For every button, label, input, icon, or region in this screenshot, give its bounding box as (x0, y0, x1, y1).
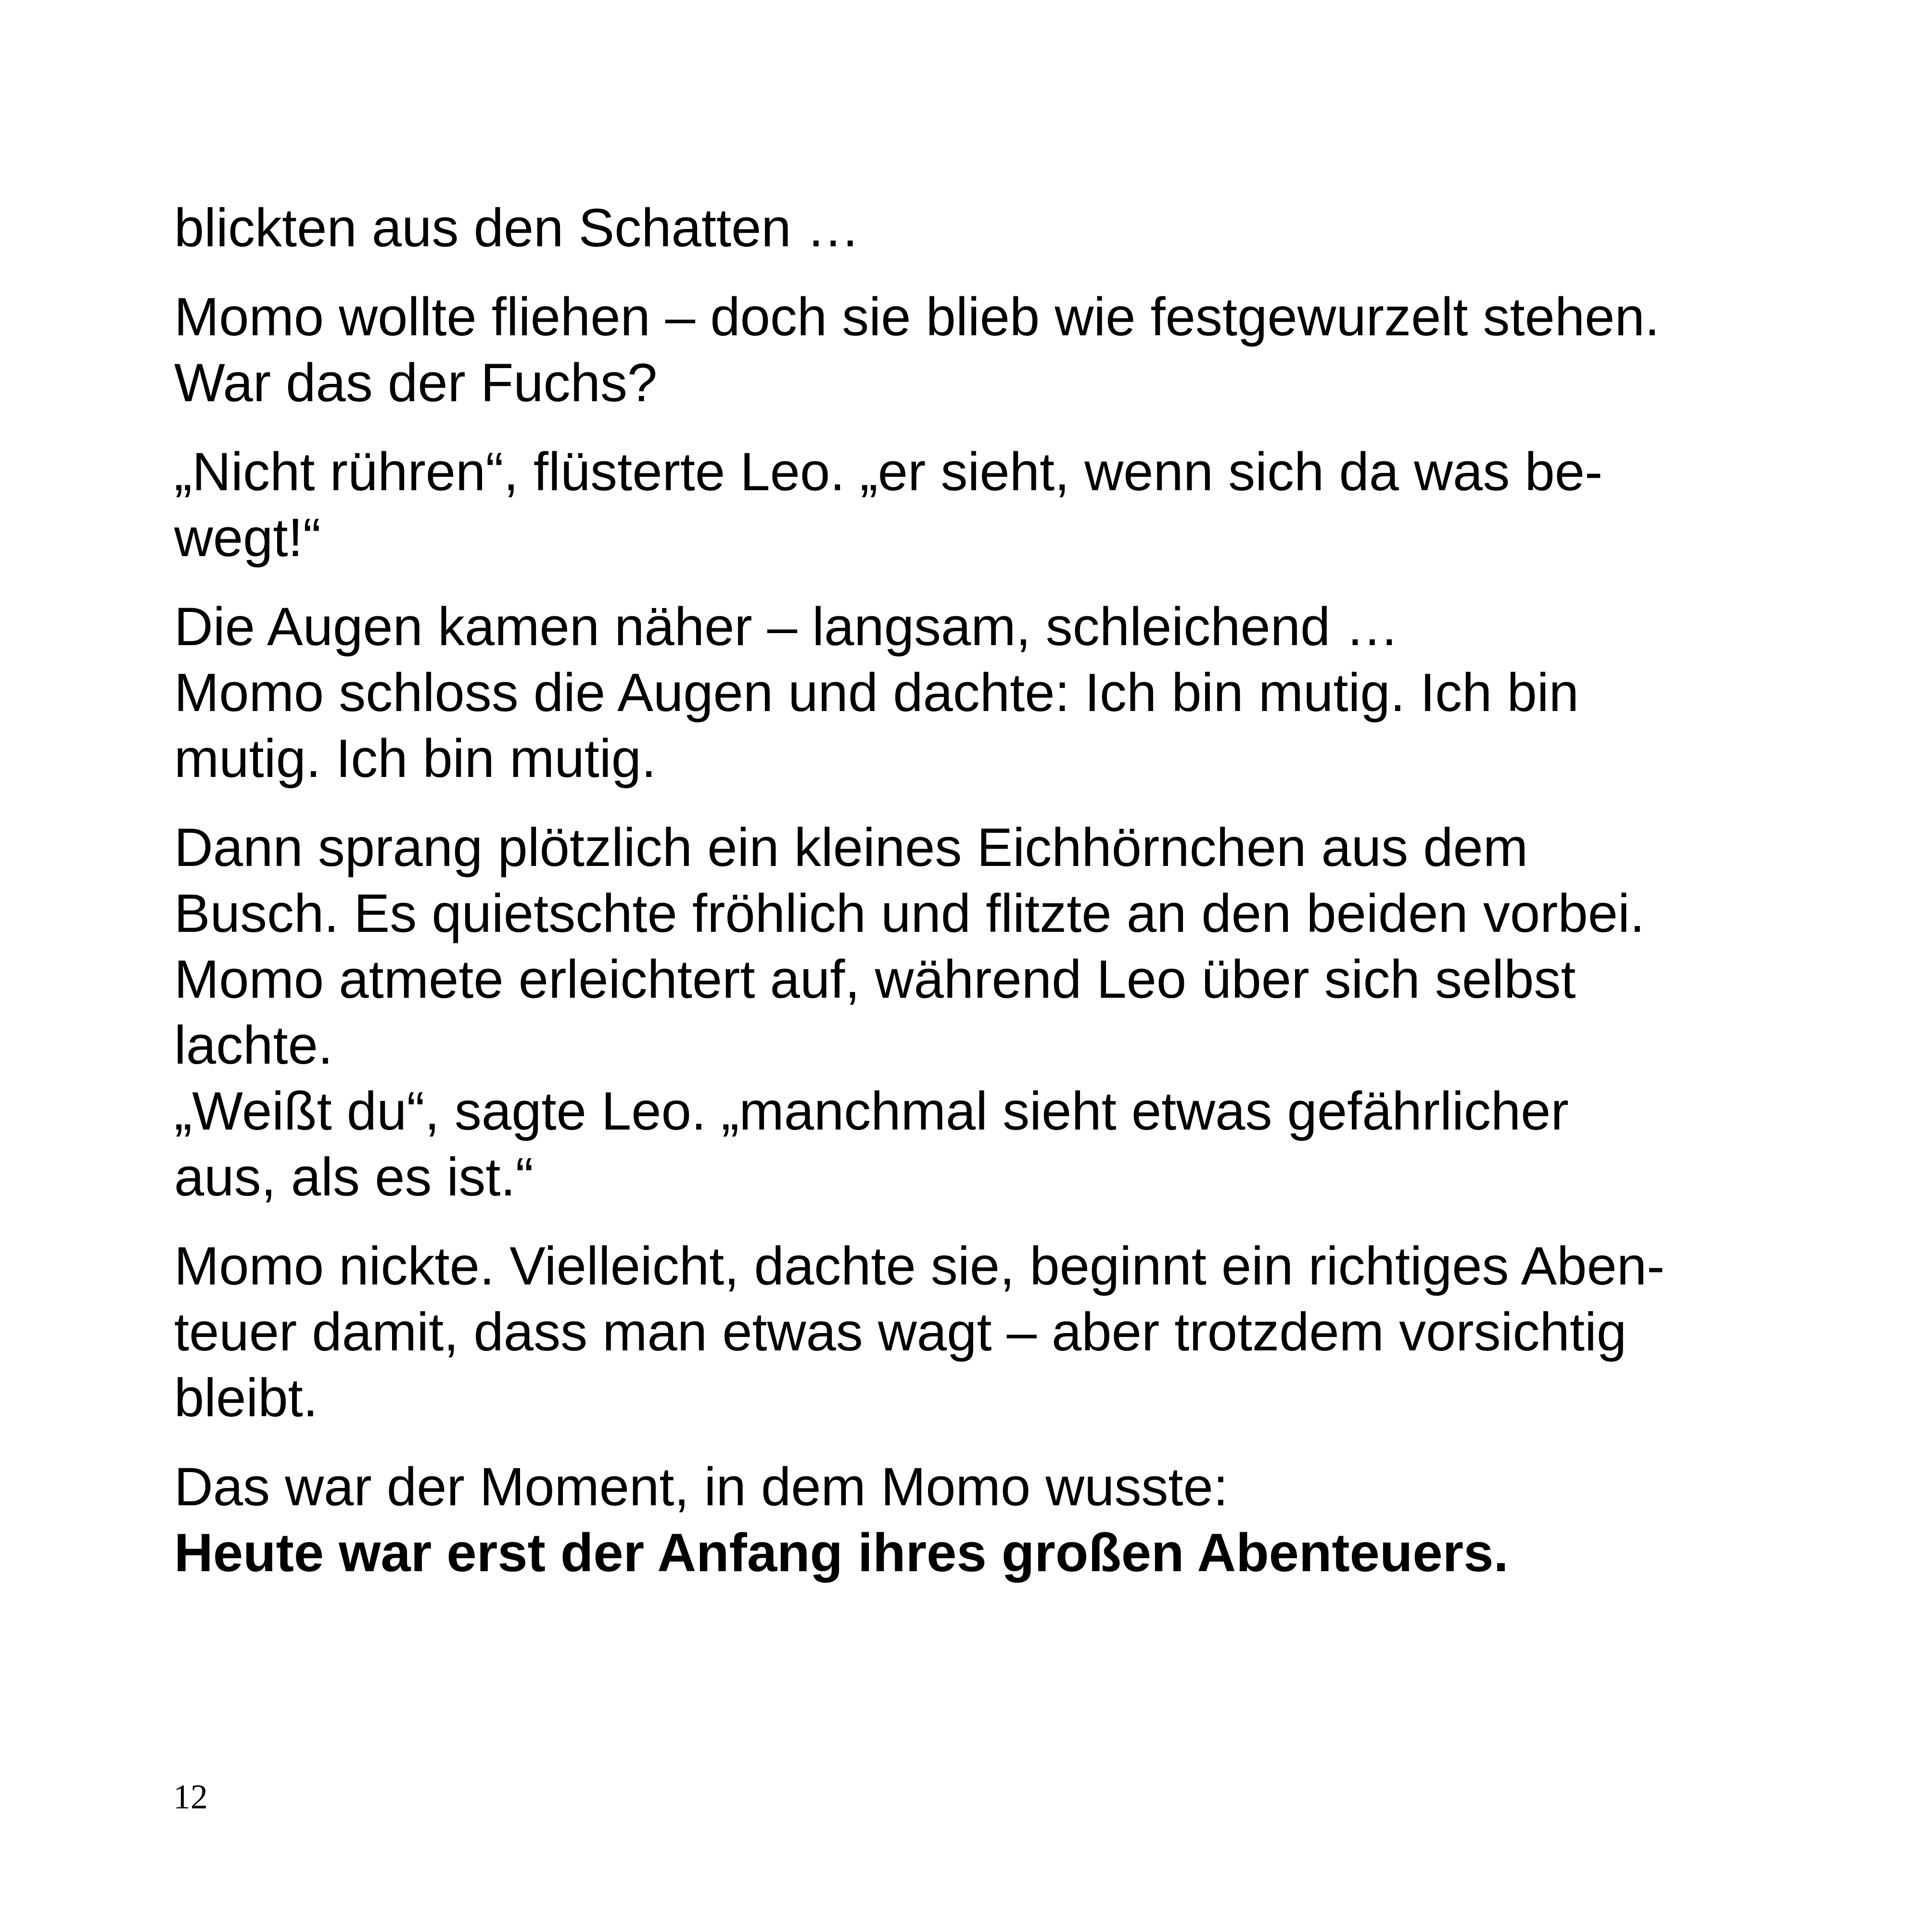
text-line: Momo schloss die Augen und dachte: Ich bin mutig. Ich bin (174, 662, 1579, 723)
text-line: aus, als es ist.“ (174, 1147, 534, 1207)
text-line: wegt!“ (174, 508, 321, 568)
text-line: lachte. (174, 1015, 333, 1075)
text-line: „Nicht rühren“, flüsterte Leo. „er sieht, wenn sich da was be- (174, 442, 1603, 502)
paragraph-2 (174, 284, 1771, 416)
text-line: War das der Fuchs? (174, 353, 658, 413)
paragraph-7 (174, 1454, 1771, 1586)
paragraph-5 (174, 814, 1771, 1210)
closing-sentence: Heute war erst der Anfang ihres großen Abenteuers. (174, 1523, 1509, 1583)
page-number: 12 (173, 1778, 208, 1816)
paragraph-6 (174, 1233, 1771, 1431)
text-line: „Weißt du“, sagte Leo. „manchmal sieht etwas gefährlicher (174, 1081, 1569, 1141)
text-line: teuer damit, dass man etwas wagt – aber trotzdem vorsichtig (174, 1302, 1627, 1362)
text-line: bleibt. (174, 1368, 318, 1428)
paragraph-1 (174, 195, 1771, 261)
text-line: Momo wollte fliehen – doch sie blieb wie festgewurzelt stehen. (174, 287, 1660, 347)
paragraph-3 (174, 439, 1771, 571)
text-line: Momo atmete erleichtert auf, während Leo über sich selbst (174, 949, 1576, 1009)
paragraph-4 (174, 594, 1771, 791)
text-line: Momo nickte. Vielleicht, dachte sie, beginnt ein richtiges Aben- (174, 1236, 1665, 1296)
text-line: Dann sprang plötzlich ein kleines Eichhörnchen aus dem (174, 817, 1528, 877)
text-line: mutig. Ich bin mutig. (174, 728, 657, 788)
text-line: Busch. Es quietschte fröhlich und flitzte an den beiden vorbei. (174, 883, 1645, 943)
text-line: Die Augen kamen näher – langsam, schleichend … (174, 597, 1399, 657)
text-line: Das war der Moment, in dem Momo wusste: (174, 1457, 1228, 1517)
story-text (174, 195, 1771, 1586)
text-line: blickten aus den Schatten … (174, 198, 860, 258)
